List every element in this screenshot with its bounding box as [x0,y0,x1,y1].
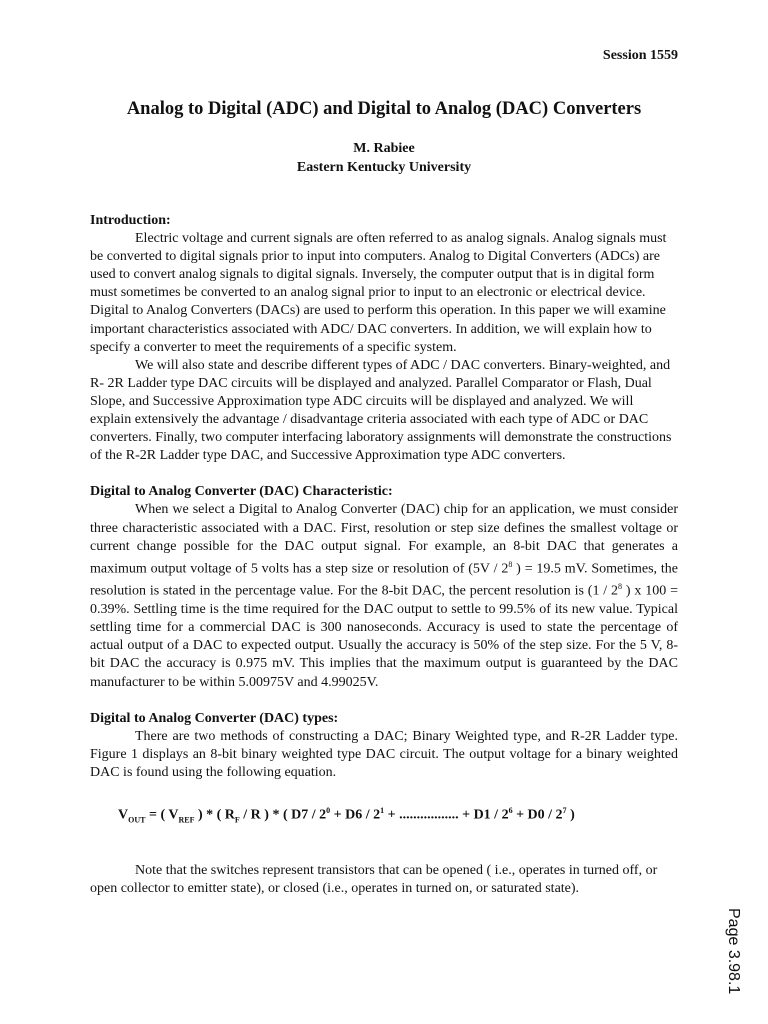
paragraph-characteristic [90,501,678,691]
eq-superscript: 7 [562,806,567,816]
page-number: Page 3.98.1 [725,908,742,995]
eq-part: = ( V [145,807,179,823]
dac-output-equation [118,802,678,830]
eq-part: V [118,807,129,823]
section-spacer [90,465,678,483]
author-block [0,139,768,177]
paper-title: Analog to Digital (ADC) and Digital to Analog (DAC) Converters [126,99,642,119]
eq-superscript: 0 [326,806,331,816]
superscript: 8 [508,559,513,569]
superscript: 8 [618,582,623,592]
paragraph-intro-1: Electric voltage and current signals are often referred to as analog signals. Analog signals must be converted to digital signals prior to input into computers. Analog to Digital Converters (ADCs) are used to convert analog signals to digital signals. Inversely, the computer output that is in digital form must sometimes be converted to an analog signal prior to input to an electronic or electrical device. Digital to Analog Converters (DACs) are used to perform this operation. In this paper we will examine important characteristics associated with ADC/ DAC converters. In addition, we will explain how to specify a converter to meet the requirements of a specific system. [90,231,667,355]
eq-subscript: REF [178,815,195,825]
eq-part: + D6 / 2 [330,807,381,823]
paragraph-intro-2: We will also state and describe different types of ADC / DAC converters. Binary-weighted, and R- 2R Ladder type DAC circuits will be displayed and analyzed. Parallel Comparator or Flash, Dual Slope, and Successive Approximation type ADC circuits will be displayed and analyzed. We will explain extensively the advantage / disadvantage criteria associated with each type of ADC or DAC converters. Finally, two computer interfacing laboratory assignments will demonstrate the constructions of the R-2R Ladder type DAC, and Successive Approximation type ADC converters. [90,357,672,464]
author-name: M. Rabiee [353,141,415,156]
text-run: ) = 19.5 mV. Sometimes, the resolution is stated in the percentage value. For the 8-bit DAC, the percent resolution is (1 / 2 [90,561,679,600]
eq-part: / R ) * ( D7 / 2 [239,807,327,823]
paper-body [90,212,678,898]
eq-subscript: F [234,815,240,825]
paragraph-types: There are two methods of constructing a DAC; Binary Weighted type, and R-2R Ladder type. Figure 1 displays an 8-bit binary weighted type DAC circuit. The output voltage for a binary weighted DAC is found using the following equation. [90,728,678,780]
section-spacer [90,692,678,710]
author-affiliation: Eastern Kentucky University [296,160,472,175]
section-heading-types: Digital to Analog Converter (DAC) types: [90,710,339,726]
eq-part: + D0 / 2 [512,807,563,823]
eq-superscript: 1 [380,806,385,816]
section-heading-characteristic: Digital to Analog Converter (DAC) Characteristic: [90,484,393,500]
text-run: ) x 100 = 0.39%. Settling time is the time required for the DAC output to settle to 99.5% of its new value. Typical settling time for a commercial DAC is 300 nanoseconds. Accuracy is used to state the percentage of actual output of a DAC to expected output. Usually the accuracy is 50% of the step size. For the 5 V, 8-bit DAC the accuracy is 0.975 mV. This implies that the maximum output is guaranteed by the DAC manufacturer to be within 5.00975V and 4.99025V. [90,584,678,690]
session-label: Session 1559 [602,48,678,63]
paragraph-switch-note: Note that the switches represent transistors that can be opened ( i.e., operates in turned off, or open collector to emitter state), or closed (i.e., operates in turned on, or saturated state). [90,862,658,896]
section-heading-introduction: Introduction: [90,213,171,228]
eq-part: ) [566,807,575,823]
eq-superscript: 6 [508,806,513,816]
eq-part: ) * ( R [194,807,235,823]
text-run: When we select a Digital to Analog Converter (DAC) chip for an application, we must consider three characteristic associated with a DAC. First, resolution or step size defines the smallest voltage or current change possible for the DAC output signal. For example, an 8-bit DAC that generates a maximum output voltage of 5 volts has a step size or resolution of (5V / 2 [90,502,678,577]
eq-subscript: OUT [128,815,146,825]
eq-part: + ................. + D1 / 2 [384,807,509,823]
